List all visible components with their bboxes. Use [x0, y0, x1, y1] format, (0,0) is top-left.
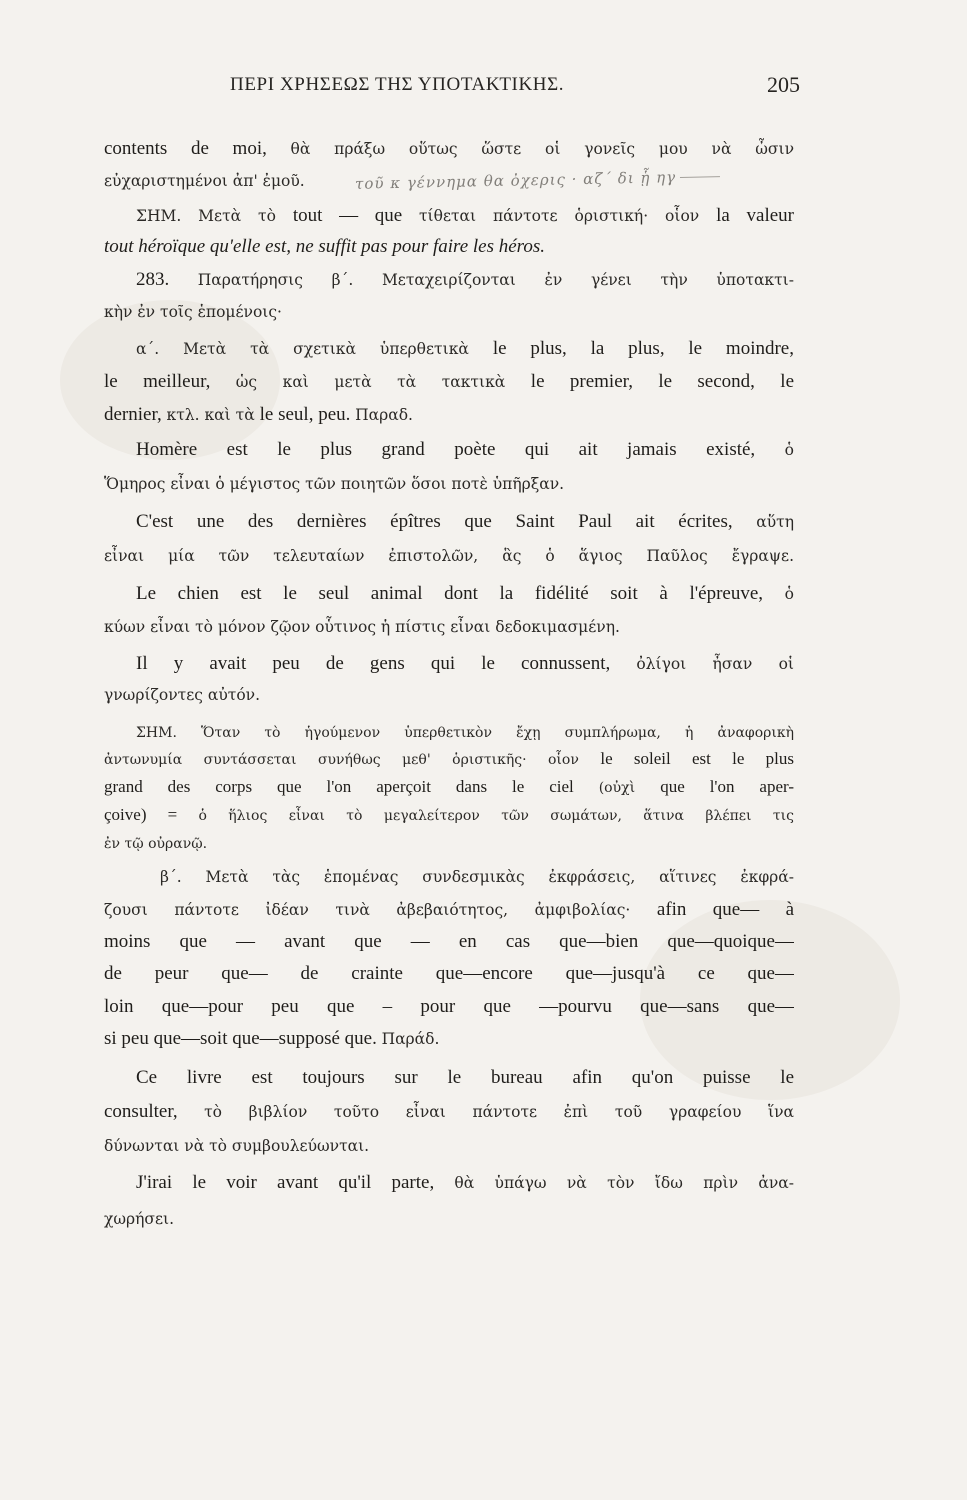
greek-text: τὸ βιβλίον τοῦτο εἶναι πάντοτε ἐπὶ τοῦ γραφείου ἵνα — [204, 1103, 794, 1121]
greek-text: δύνωνται νὰ τὸ συμβουλεύωνται. — [104, 1137, 370, 1155]
french-text: dernier, — [104, 404, 167, 425]
text-line — [104, 611, 794, 643]
text-line — [104, 399, 794, 431]
greek-text: (οὐχὶ — [598, 780, 661, 796]
greek-text: κύων εἶναι τὸ μόνον ζῷον οὗτινος ἡ πίστις εἶναι δεδοκιμασμένη. — [104, 618, 620, 636]
french-example: Il y avait peu de gens qui le connussent, — [136, 653, 637, 674]
french-example: C'est une des dernières épîtres que Saint Paul ait écrites, — [136, 511, 757, 532]
french-text: le seul, peu. — [259, 404, 356, 425]
text-line — [104, 894, 794, 926]
french-text: consulter, — [104, 1101, 205, 1122]
greek-text: ἐν τῷ οὐρανῷ. — [104, 836, 208, 852]
text-line — [104, 958, 794, 990]
text-line — [104, 1096, 794, 1128]
french-text: le meilleur, — [104, 371, 236, 392]
text-line — [104, 296, 794, 328]
greek-text: εἶναι μία τῶν τελευταίων ἐπιστολῶν, ἃς ὁ ἅγιος Παῦλος ἔγραψε. — [104, 547, 794, 565]
greek-text: Παραδ. — [355, 406, 413, 424]
text-line — [136, 264, 794, 296]
text-line — [104, 1023, 794, 1055]
french-example: Homère est le plus grand poète qui ait jamais existé, — [136, 439, 785, 460]
greek-text: ΣΗΜ. Ὅταν τὸ ἡγούμενον ὑπερθετικὸν ἔχῃ συμπλήρωμα, ἡ ἀναφορικὴ — [136, 725, 794, 741]
text-line — [136, 1167, 794, 1199]
greek-text: Ὅμηρος εἶναι ὁ μέγιστος τῶν ποιητῶν ὅσοι ποτὲ ὑπῆρξαν. — [104, 475, 565, 493]
running-title: ΠΕΡΙ ΧΡΗΣΕΩΣ ΤΗΣ ΥΠΟΤΑΚΤΙΚΗΣ. — [230, 74, 565, 95]
page-number: 205 — [767, 72, 800, 97]
text-line — [104, 165, 354, 197]
text-line — [104, 133, 794, 165]
french-text: afin que— à — [656, 899, 794, 920]
text-line — [104, 991, 794, 1023]
french-text: moins que — avant que — en cas que—bien que—quoique— — [104, 931, 794, 952]
french-text: contents de moi, — [104, 138, 291, 159]
text-line — [104, 468, 794, 500]
french-text: le plus, la plus, le moindre, — [492, 338, 794, 359]
text-line — [136, 434, 794, 466]
text-line — [104, 1203, 794, 1235]
greek-text: ζουσι πάντοτε ἰδέαν τινὰ ἀβεβαιότητος, ἀμφιβολίας· — [104, 901, 657, 919]
greek-text: ὁ ἥλιος εἶναι τὸ μεγαλείτερον τῶν σωμάτων, ἅτινα βλέπει τις — [198, 808, 794, 824]
french-text: tout héroïque qu'elle est, ne suffit pas pour faire les héros. — [104, 236, 546, 257]
french-text: le soleil est le plus — [600, 749, 794, 768]
greek-text: κτλ. καὶ τὰ — [166, 406, 260, 424]
french-text: tout — que — [292, 205, 419, 226]
greek-text: χωρήσει. — [104, 1210, 175, 1228]
greek-text: τίθεται πάντοτε ὁριστική· οἷον — [418, 207, 717, 225]
greek-text: γνωρίζοντες αὐτόν. — [104, 686, 261, 704]
text-line — [104, 231, 794, 263]
french-text: le premier, le second, le — [530, 371, 794, 392]
greek-text: αὕτη — [756, 513, 794, 531]
greek-text: Παράδ. — [381, 1030, 440, 1048]
greek-text: Παρατήρησις β΄. Μεταχειρίζονται ἐν γένει τὴν ὑποτακτι- — [197, 271, 794, 289]
french-text: la valeur — [716, 205, 794, 226]
french-text: çoive) = — [104, 805, 199, 824]
greek-text: ἀντωνυμία συντάσσεται συνήθως μεθ' ὁριστικῆς· οἷον — [104, 752, 601, 768]
greek-text: β΄. Μετὰ τὰς ἑπομένας συνδεσμικὰς ἐκφράσεις, αἵτινες ἐκφρά- — [160, 868, 794, 886]
text-line — [104, 1130, 794, 1162]
text-line — [136, 200, 794, 232]
french-text: loin que—pour peu que – pour que —pourvu que—sans que— — [104, 996, 794, 1017]
greek-text: ΣΗΜ. Μετὰ τὸ — [136, 207, 293, 225]
text-line — [104, 926, 794, 958]
french-example: Ce livre est toujours sur le bureau afin qu'on puisse le — [136, 1067, 794, 1088]
section-number: 283. — [136, 269, 198, 290]
french-text: que l'on aper- — [660, 777, 794, 796]
text-line — [136, 578, 794, 610]
page-header — [120, 74, 800, 106]
text-line — [136, 648, 794, 680]
text-line — [136, 506, 794, 538]
greek-text: α΄. Μετὰ τὰ σχετικὰ ὑπερθετικὰ — [136, 340, 493, 358]
scribble-mark — [680, 176, 720, 178]
greek-text: ὀλίγοι ἦσαν οἱ — [636, 655, 794, 673]
french-text: de peur que— de crainte que—encore que—jusqu'à ce que— — [104, 963, 794, 984]
french-example: Le chien est le seul animal dont la fidélité soit à l'épreuve, — [136, 583, 785, 604]
greek-text: κὴν ἐν τοῖς ἑπομένοις· — [104, 303, 282, 321]
text-line — [104, 679, 794, 711]
handwritten-note-text: τοῦ κ γέννημα θα ὀχερις · αζ΄ δι ᾗ ηγ — [354, 168, 677, 193]
greek-text: θὰ πράξω οὕτως ὥστε οἱ γονεῖς μου νὰ ὦσιν — [290, 140, 794, 158]
french-example: J'irai le voir avant qu'il parte, — [136, 1172, 455, 1193]
french-text: si peu que—soit que—supposé que. — [104, 1028, 382, 1049]
greek-text: θὰ ὑπάγω νὰ τὸν ἴδω πρὶν ἀνα- — [454, 1174, 794, 1192]
text-line — [136, 333, 794, 365]
handwritten-note — [355, 167, 720, 193]
french-text: grand des corps que l'on aperçoit dans le ciel — [104, 777, 599, 796]
text-line — [136, 1062, 794, 1094]
text-line — [104, 827, 794, 860]
greek-text: ὁ — [784, 441, 794, 459]
greek-text: εὐχαριστημένοι ἀπ' ἐμοῦ. — [104, 172, 305, 190]
text-line — [104, 366, 794, 398]
greek-text: ὁ — [784, 585, 794, 603]
greek-text: ὡς καὶ μετὰ τὰ τακτικὰ — [235, 373, 531, 391]
text-line — [160, 861, 794, 893]
text-line — [104, 540, 794, 572]
